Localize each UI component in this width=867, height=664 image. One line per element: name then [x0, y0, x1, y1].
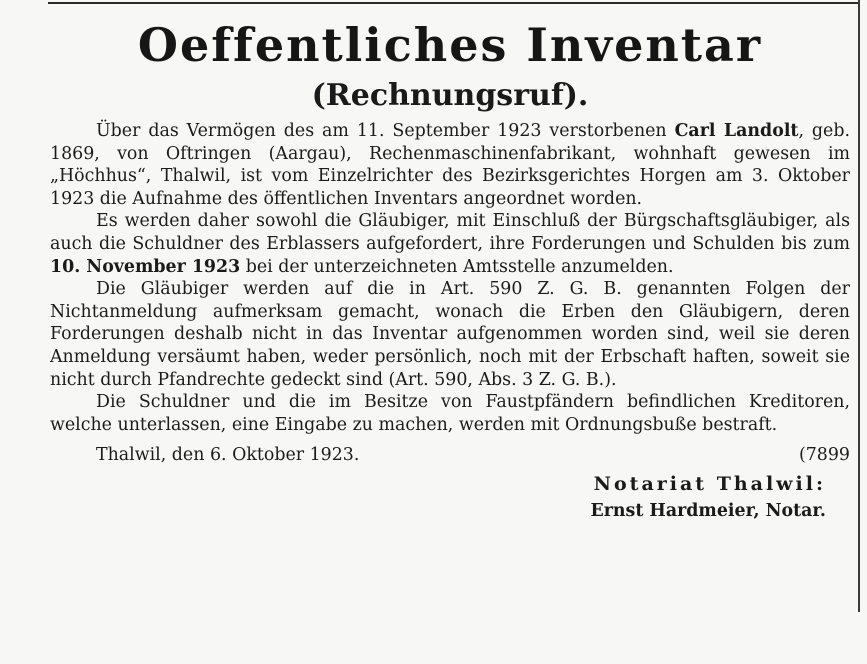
paragraph-estate	[50, 120, 850, 210]
paragraph-estate-text-1: Über das Vermögen des am 11. September 1923 verstorbenen	[96, 121, 675, 141]
signature-block	[50, 470, 826, 524]
paragraph-creditors	[50, 210, 850, 278]
notice-subtitle: (Rechnungsruf).	[311, 78, 589, 113]
signature-office: Notariat Thalwil:	[593, 473, 826, 496]
paragraph-debtors: Die Schuldner und die im Besitze von Faustpfändern befindlichen Kreditoren, welche unterlassen, eine Eingabe zu machen, werden mit Ordnungsbuße bestraft.	[50, 392, 850, 435]
place-and-date: Thalwil, den 6. Oktober 1923.	[96, 445, 360, 466]
paragraph-consequences: Die Gläubiger werden auf die in Art. 590 Z. G. B. genannten Folgen der Nichtanmeldung aufmerksam gemacht, wonach die Erben den Gläubigern, deren Forderungen deshalb nicht in das Inventar aufgenommen worden sind, weil sie deren Anmeldung versäumt haben, weder persönlich, noch mit der Erbschaft haften, soweit sie nicht durch Pfandrechte gedeckt sind (Art. 590, Abs. 3 Z. G. B.).	[50, 279, 850, 390]
deceased-name: Carl Landolt	[674, 121, 799, 141]
notice-title: Oeffentliches Inventar	[137, 18, 763, 72]
reference-number: (7899	[798, 445, 850, 466]
public-notice	[50, 8, 850, 524]
paragraph-creditors-text-1: Es werden daher sowohl die Gläubiger, mit Einschluß der Bürgschaftsgläubiger, als auch die Schuldner des Erblassers aufgefordert, ihre Forderungen und Schulden bis zum	[50, 211, 850, 254]
paragraph-creditors-text-2: bei der unterzeichneten Amtsstelle anzumelden.	[240, 256, 674, 277]
paragraph-estate-text-2: , geb. 1869, von Oftringen (Aargau), Rechenmaschinenfabrikant, wohnhaft gewesen im „Höchhus“, Thalwil, ist vom Einzelrichter des Bezirksgerichtes Horgen am 3. Oktober 1923 die Aufnahme des öffentlichen Inventars angeordnet worden.	[50, 121, 850, 209]
column-right-rule	[858, 0, 860, 612]
signature-name: Ernst Hardmeier, Notar.	[590, 501, 826, 522]
dateline-row	[50, 442, 850, 468]
deadline-date: 10. November 1923	[50, 256, 241, 277]
column-top-rule	[48, 2, 858, 4]
